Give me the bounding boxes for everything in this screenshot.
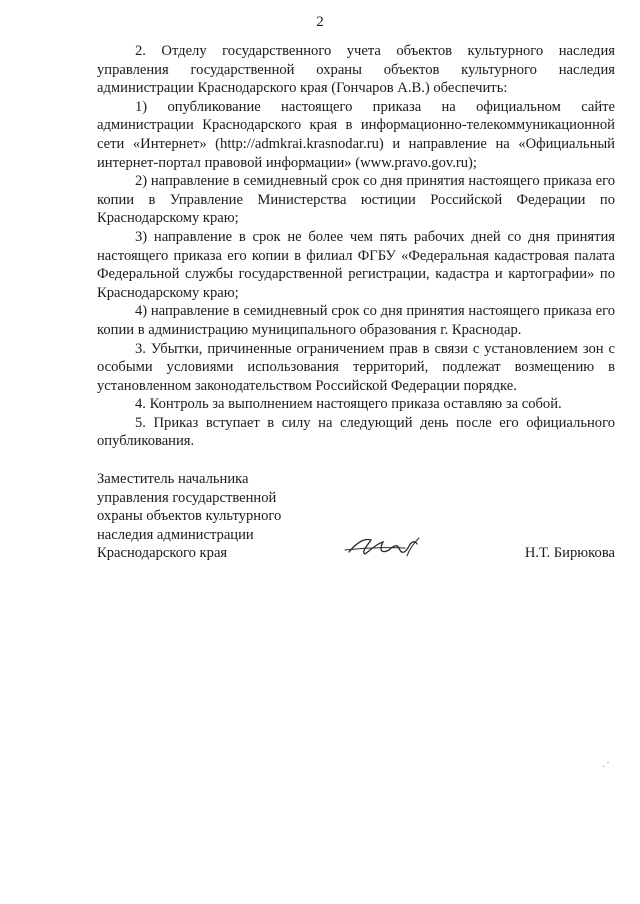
subitem-4-municipality: 4) направление в семидневный срок со дня принятия настоящего приказа его копии в администрацию муниципального образования г. Краснодар. [97, 303, 615, 338]
subitem-1-publication: 1) опубликование настоящего приказа на официальном сайте администрации Краснодарского края в информационно-телекоммуникационной сети «Интернет» (http://admkrai.krasnodar.ru) и направление на «Официальный интернет-портал правовой информации» (www.pravo.gov.ru); [97, 98, 615, 171]
subitem-2-ministry-of-justice: 2) направление в семидневный срок со дня принятия настоящего приказа его копии в Управление Министерства юстиции Российской Федерации по Краснодарскому краю; [97, 173, 615, 227]
signatory-title-line: Краснодарского края [97, 545, 228, 562]
signature-block [97, 470, 615, 563]
page-number: 2 [316, 14, 324, 30]
paragraph-item-2: 2. Отделу государственного учета объектов культурного наследия управления государственной охраны объектов культурного наследия администрации Краснодарского края (Гончаров А.В.) обеспечить: [97, 43, 615, 97]
signatory-title-line: охраны объектов культурного [97, 508, 282, 525]
signatory-title-line: наследия администрации [97, 526, 254, 543]
document-body [97, 42, 615, 451]
signature-row [97, 544, 615, 563]
paragraph-item-3: 3. Убытки, причиненные ограничением прав в связи с установлением зон с особыми условиями использования территорий, подлежат возмещению в установленном законодательством Российской Федерации порядке. [97, 340, 615, 394]
scan-speck [603, 766, 605, 767]
signatory-name: Н.Т. Бирюкова [524, 545, 615, 562]
signatory-title-line: Заместитель начальника [97, 471, 249, 487]
handwritten-signature [343, 530, 433, 566]
paragraph-item-5: 5. Приказ вступает в силу на следующий день после его официального опубликования. [97, 414, 615, 450]
scan-speck [607, 762, 609, 763]
subitem-3-cadastral-chamber: 3) направление в срок не более чем пять рабочих дней со дня принятия настоящего приказа его копии в филиал ФГБУ «Федеральная кадастровая палата Федеральной службы государственной регистрации, кадастра и картографии» по Краснодарскому краю; [97, 228, 615, 301]
paragraph-item-4: 4. Контроль за выполнением настоящего приказа оставляю за собой. [135, 396, 562, 413]
signatory-title-line: управления государственной [97, 489, 277, 506]
